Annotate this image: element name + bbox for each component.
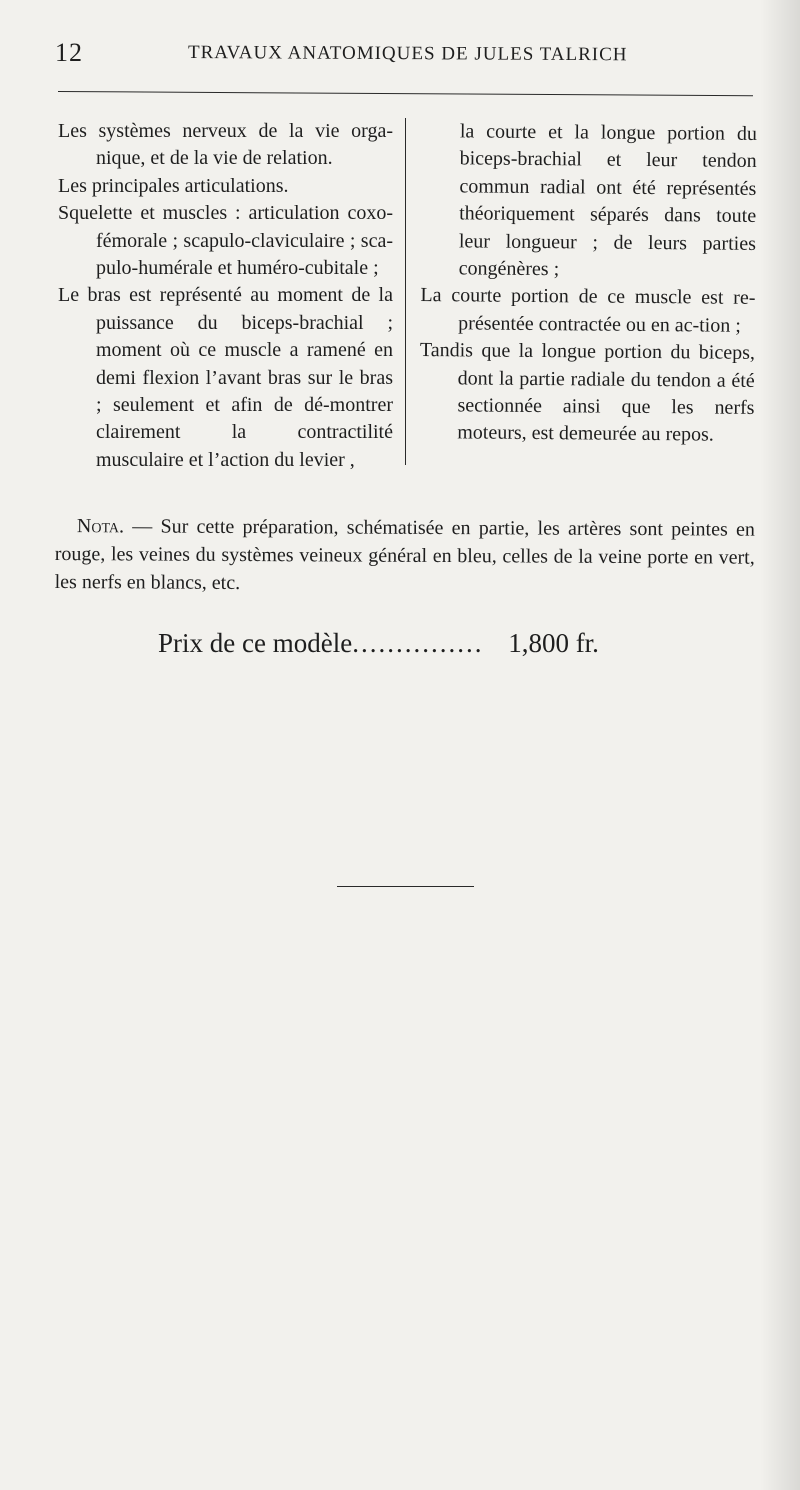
right-entry-biceps: la courte et la longue portion du biceps-brachial et leur tendon commun radial ont été représentés théoriquement séparés dans toute leur longueur ; de leurs parties congénères ;: [458, 120, 757, 281]
left-entry-skeleton: Squelette et muscles : articulation coxo-fémorale ; scapulo-claviculaire ; sca-pulo-humérale et huméro-cubitale ;: [58, 202, 393, 280]
price-leader-dots: ...............: [352, 628, 484, 658]
left-entry-nerves: Les systèmes nerveux de la vie orga-nique, et de la vie de relation.: [58, 120, 393, 170]
running-title: TRAVAUX ANATOMIQUES DE JULES TALRICH: [187, 42, 628, 66]
end-rule: [337, 886, 474, 887]
left-entry-joints: Les principales articulations.: [58, 174, 289, 197]
right-entry-long-portion: Tandis que la longue portion du biceps, dont la partie radiale du tendon a été sectionnée ainsi que les nerfs moteurs, est demeurée au repos.: [419, 339, 756, 447]
nota-text: — Sur cette préparation, schématisée en partie, les artères sont peintes en rouge, les veines du systèmes veineux général en bleu, celles de la veine porte en vert, les nerfs en blancs, etc.: [54, 515, 755, 594]
right-column: [419, 118, 757, 450]
left-column: [58, 118, 393, 474]
header-rule: [58, 91, 753, 96]
page-header: [55, 38, 755, 72]
column-divider: [405, 118, 406, 465]
left-entry-arm: Le bras est représenté au moment de la puissance du biceps-brachial ; moment où ce muscle a ramené en demi flexion l’avant bras sur le bras ; seulement et afin de dé-montrer clairement la contractilité musculaire et l’action du levier ,: [58, 284, 393, 471]
price-line: [158, 628, 658, 659]
price-label: Prix de ce modèle: [158, 628, 353, 658]
price-value: 1,800 fr.: [508, 628, 599, 658]
page-edge-shadow: [760, 0, 800, 1490]
page-number: 12: [55, 38, 83, 67]
right-entry-short-portion: La courte portion de ce muscle est re-présentée contractée ou en ac-tion ;: [420, 284, 756, 337]
nota-paragraph: [55, 512, 755, 600]
nota-label: Nota.: [76, 515, 125, 538]
